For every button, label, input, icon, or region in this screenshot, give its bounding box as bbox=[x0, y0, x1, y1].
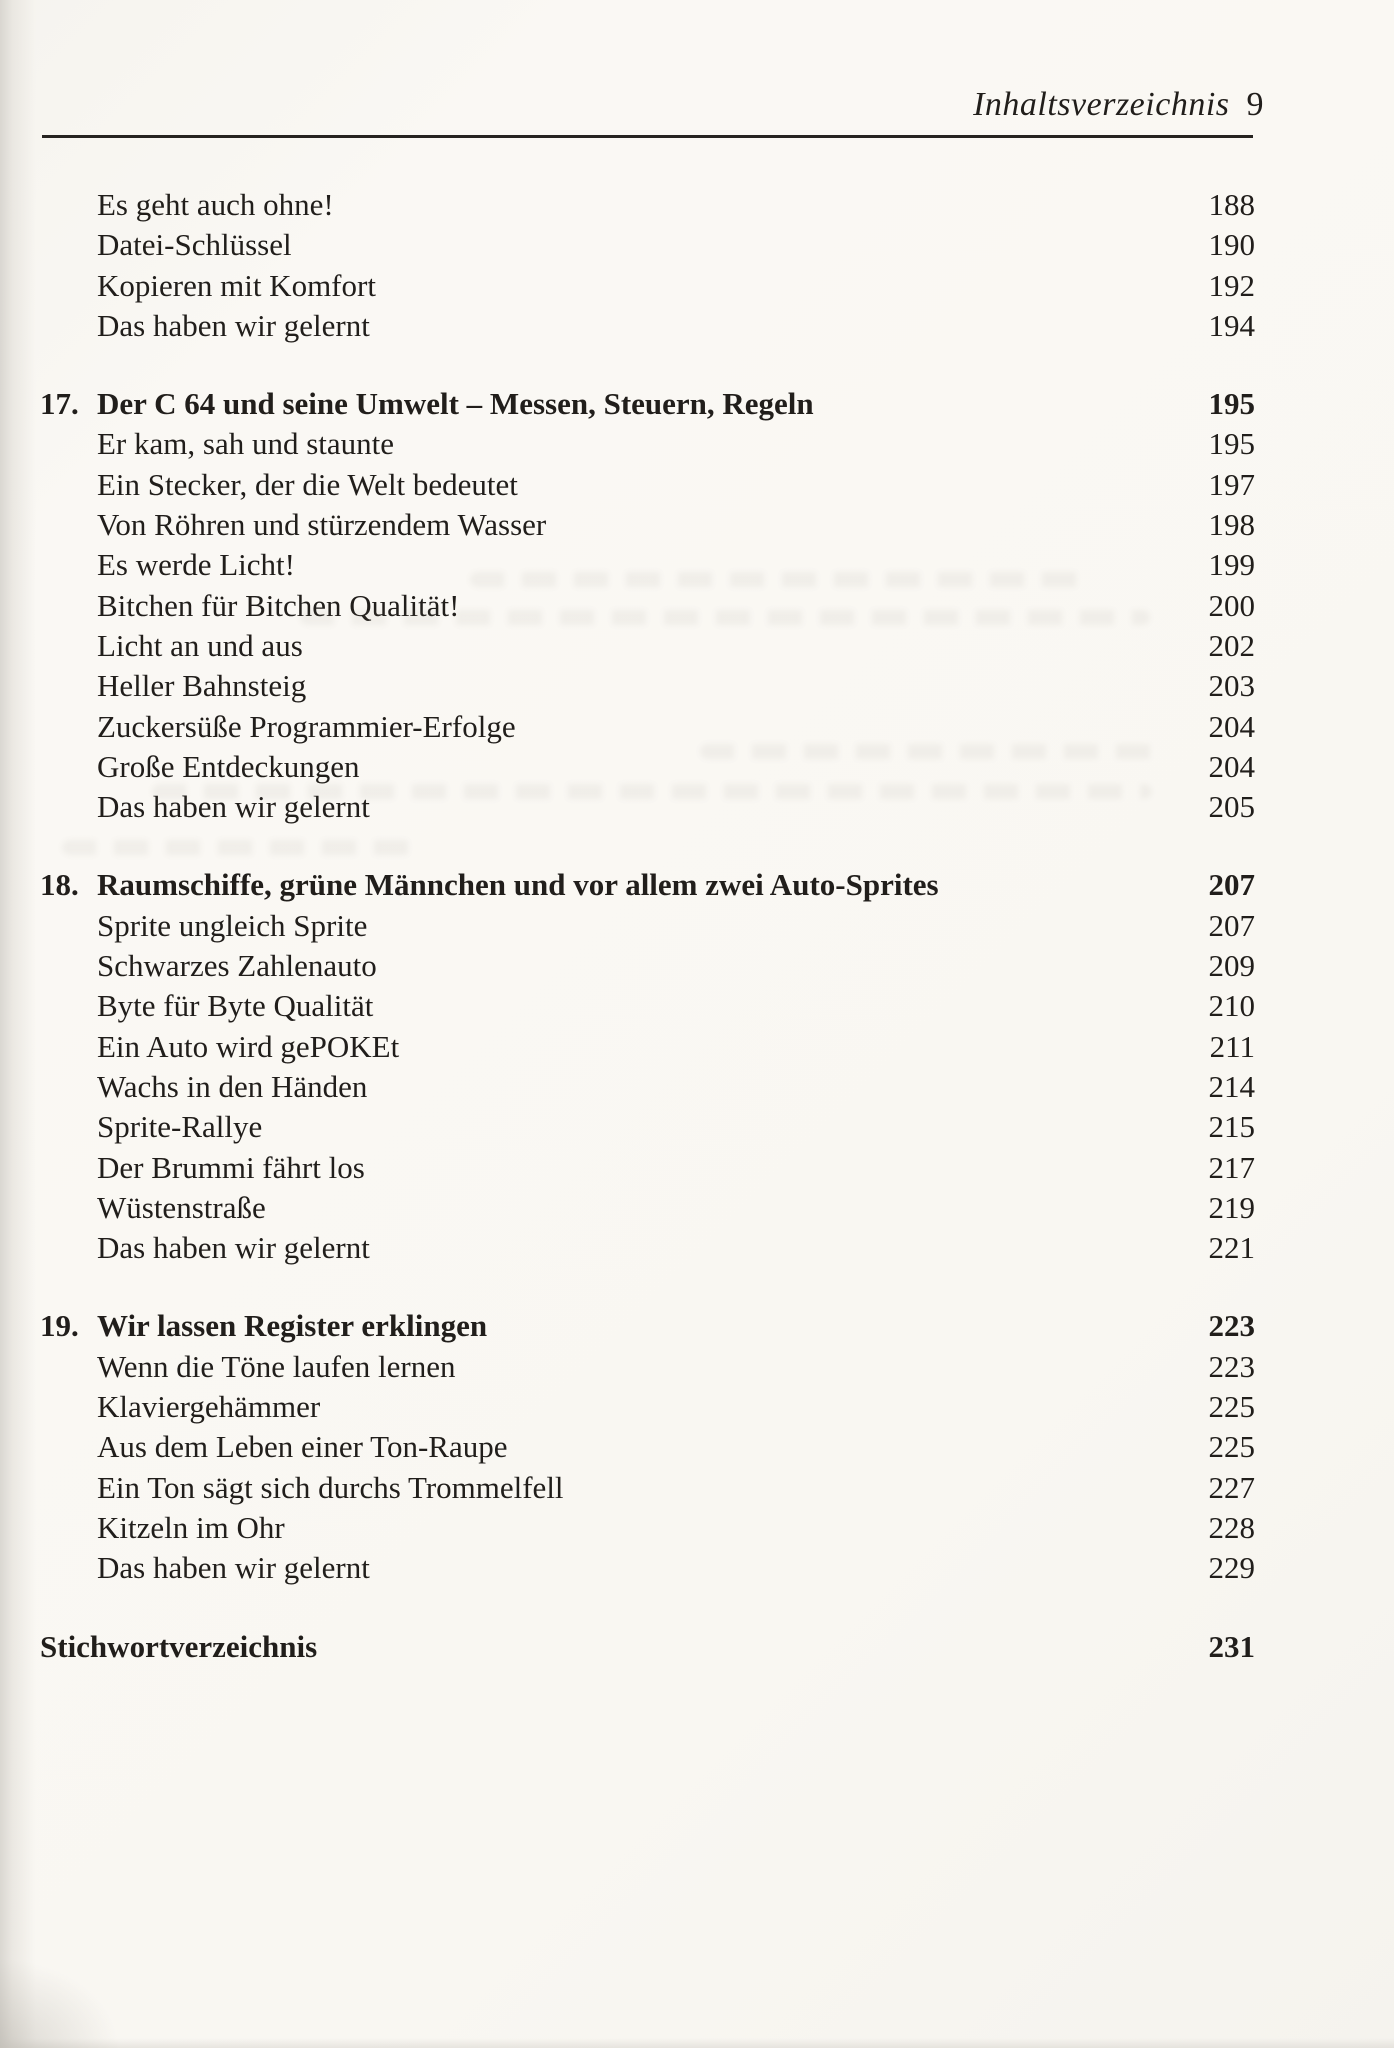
toc-row bbox=[40, 1027, 1255, 1067]
entry-page-number: 195 bbox=[1208, 386, 1255, 422]
entry-title: Das haben wir gelernt bbox=[97, 1550, 370, 1586]
entry-page-number: 202 bbox=[1208, 627, 1255, 663]
entry-title: Heller Bahnsteig bbox=[97, 668, 307, 704]
entry-title: Wachs in den Händen bbox=[97, 1068, 368, 1104]
entry-title: Es werde Licht! bbox=[97, 547, 295, 583]
entry-page-number: 203 bbox=[1208, 668, 1255, 704]
toc-row bbox=[40, 1468, 1255, 1508]
chapter-number bbox=[40, 1188, 97, 1228]
page-corner-shadow bbox=[0, 1958, 120, 2048]
entry-title: Kitzeln im Ohr bbox=[97, 1509, 285, 1545]
bleed-through-smudge bbox=[62, 840, 412, 855]
entry-page-number: 225 bbox=[1208, 1429, 1255, 1465]
toc-row bbox=[40, 266, 1255, 306]
entry-title: Datei-Schlüssel bbox=[97, 227, 292, 263]
entry-page-number: 188 bbox=[1208, 187, 1255, 222]
toc-section bbox=[40, 1627, 1255, 1667]
entry-title: Zuckersüße Programmier-Erfolge bbox=[97, 708, 516, 744]
entry-title: Bitchen für Bitchen Qualität! bbox=[97, 587, 460, 623]
chapter-number bbox=[40, 1107, 97, 1147]
entry-title: Schwarzes Zahlenauto bbox=[97, 948, 377, 984]
chapter-number bbox=[40, 505, 97, 545]
entry-page-number: 227 bbox=[1208, 1469, 1255, 1505]
entry-title: Wüstenstraße bbox=[97, 1189, 266, 1225]
toc-row bbox=[40, 185, 1255, 225]
toc-row bbox=[40, 1508, 1255, 1548]
chapter-number: 19. bbox=[40, 1308, 79, 1344]
page-edge-shadow-bottom bbox=[0, 2038, 1394, 2048]
entry-title: Das haben wir gelernt bbox=[97, 1230, 370, 1266]
entry-page-number: 211 bbox=[1209, 1028, 1255, 1064]
chapter-number bbox=[40, 545, 97, 585]
chapter-number: 17. bbox=[40, 386, 79, 422]
entry-title: Der Brummi fährt los bbox=[97, 1149, 365, 1185]
entry-page-number: 200 bbox=[1208, 587, 1255, 623]
toc-row bbox=[40, 946, 1255, 986]
bleed-through-smudge bbox=[300, 610, 1150, 625]
chapter-number bbox=[40, 986, 97, 1026]
entry-title: Sprite ungleich Sprite bbox=[97, 907, 368, 943]
entry-title: Ein Auto wird gePOKEt bbox=[97, 1028, 400, 1064]
entry-page-number: 194 bbox=[1208, 307, 1255, 343]
chapter-number bbox=[40, 946, 97, 986]
chapter-number bbox=[40, 266, 97, 306]
chapter-number bbox=[40, 586, 97, 626]
entry-page-number: 229 bbox=[1208, 1550, 1255, 1586]
entry-title: Von Röhren und stürzendem Wasser bbox=[97, 507, 547, 543]
entry-title: Sprite-Rallye bbox=[97, 1109, 263, 1145]
entry-title: Wir lassen Register erklingen bbox=[97, 1308, 488, 1344]
entry-page-number: 219 bbox=[1208, 1189, 1255, 1225]
entry-page-number: 231 bbox=[1208, 1628, 1255, 1664]
toc-row bbox=[40, 1427, 1255, 1467]
chapter-number bbox=[40, 906, 97, 946]
toc-section bbox=[40, 185, 1255, 346]
entry-title: Es geht auch ohne! bbox=[97, 187, 334, 222]
chapter-number bbox=[40, 1347, 97, 1387]
chapter-number bbox=[40, 1548, 97, 1588]
entry-page-number: 207 bbox=[1208, 907, 1255, 943]
toc-row bbox=[40, 1306, 1255, 1346]
toc-row bbox=[40, 865, 1255, 905]
chapter-number bbox=[40, 1387, 97, 1427]
bleed-through-smudge bbox=[470, 572, 1090, 587]
toc-row bbox=[40, 707, 1255, 747]
toc-section bbox=[40, 1306, 1255, 1588]
entry-title: Ein Stecker, der die Welt bedeutet bbox=[97, 466, 518, 502]
chapter-number bbox=[40, 666, 97, 706]
toc-row bbox=[40, 225, 1255, 265]
toc-row bbox=[40, 1548, 1255, 1588]
entry-title: Das haben wir gelernt bbox=[97, 307, 370, 343]
entry-page-number: 204 bbox=[1208, 708, 1255, 744]
chapter-number bbox=[40, 747, 97, 787]
toc-list bbox=[40, 185, 1255, 1667]
chapter-number bbox=[40, 787, 97, 827]
chapter-number bbox=[40, 306, 97, 346]
chapter-number bbox=[40, 465, 97, 505]
chapter-number bbox=[40, 1427, 97, 1467]
bleed-through-smudge bbox=[700, 744, 1165, 759]
bleed-through-smudge bbox=[152, 784, 1152, 799]
toc-row bbox=[40, 465, 1255, 505]
chapter-number bbox=[40, 185, 97, 225]
entry-title: Raumschiffe, grüne Männchen und vor allem zwei Auto-Sprites bbox=[97, 867, 939, 903]
entry-page-number: 205 bbox=[1208, 789, 1255, 825]
toc-row bbox=[40, 1387, 1255, 1427]
toc-row bbox=[40, 1188, 1255, 1228]
chapter-number bbox=[40, 707, 97, 747]
toc-row bbox=[40, 1107, 1255, 1147]
entry-page-number: 207 bbox=[1208, 867, 1255, 903]
chapter-number bbox=[40, 1468, 97, 1508]
entry-page-number: 209 bbox=[1208, 948, 1255, 984]
toc-row bbox=[40, 384, 1255, 424]
chapter-number bbox=[40, 1067, 97, 1107]
entry-page-number: 217 bbox=[1208, 1149, 1255, 1185]
page-edge-shadow-left bbox=[0, 0, 36, 2048]
entry-page-number: 214 bbox=[1208, 1068, 1255, 1104]
entry-title: Klaviergehämmer bbox=[97, 1389, 321, 1425]
toc-row bbox=[40, 424, 1255, 464]
chapter-number bbox=[40, 1027, 97, 1067]
page-header bbox=[42, 0, 1264, 126]
entry-page-number: 199 bbox=[1208, 547, 1255, 583]
entry-title: Aus dem Leben einer Ton-Raupe bbox=[97, 1429, 508, 1465]
toc-section bbox=[40, 384, 1255, 827]
entry-page-number: 223 bbox=[1208, 1308, 1255, 1344]
entry-title: Stichwortverzeichnis bbox=[40, 1628, 318, 1664]
toc-row bbox=[40, 1228, 1255, 1268]
toc-row bbox=[40, 986, 1255, 1026]
entry-title: Byte für Byte Qualität bbox=[97, 988, 374, 1024]
entry-title: Der C 64 und seine Umwelt – Messen, Steuern, Regeln bbox=[97, 386, 814, 422]
entry-page-number: 198 bbox=[1208, 507, 1255, 543]
toc-row bbox=[40, 626, 1255, 666]
toc-row bbox=[40, 666, 1255, 706]
toc-row bbox=[40, 1347, 1255, 1387]
toc-section bbox=[40, 865, 1255, 1268]
toc-row bbox=[40, 306, 1255, 346]
entry-title: Das haben wir gelernt bbox=[97, 789, 370, 825]
entry-title: Ein Ton sägt sich durchs Trommelfell bbox=[97, 1469, 564, 1505]
entry-page-number: 228 bbox=[1208, 1509, 1255, 1545]
entry-title: Licht an und aus bbox=[97, 627, 303, 663]
entry-title: Er kam, sah und staunte bbox=[97, 426, 395, 462]
entry-page-number: 225 bbox=[1208, 1389, 1255, 1425]
entry-page-number: 210 bbox=[1208, 988, 1255, 1024]
entry-title: Große Entdeckungen bbox=[97, 748, 360, 784]
header-rule bbox=[42, 135, 1253, 138]
chapter-number: 18. bbox=[40, 867, 79, 903]
toc-row bbox=[40, 1627, 1255, 1667]
entry-page-number: 190 bbox=[1208, 227, 1255, 263]
toc-row bbox=[40, 1067, 1255, 1107]
running-head-page-number: 9 bbox=[1246, 86, 1264, 123]
toc-row bbox=[40, 505, 1255, 545]
entry-page-number: 221 bbox=[1208, 1230, 1255, 1266]
entry-title: Kopieren mit Komfort bbox=[97, 267, 376, 303]
chapter-number bbox=[40, 1228, 97, 1268]
entry-title: Wenn die Töne laufen lernen bbox=[97, 1348, 456, 1384]
chapter-number bbox=[40, 225, 97, 265]
running-head-title: Inhaltsverzeichnis bbox=[973, 86, 1230, 123]
entry-page-number: 197 bbox=[1208, 466, 1255, 502]
chapter-number bbox=[40, 626, 97, 666]
entry-page-number: 195 bbox=[1208, 426, 1255, 462]
entry-page-number: 204 bbox=[1208, 748, 1255, 784]
toc-row bbox=[40, 1148, 1255, 1188]
entry-page-number: 215 bbox=[1208, 1109, 1255, 1145]
chapter-number bbox=[40, 1508, 97, 1548]
entry-page-number: 192 bbox=[1208, 267, 1255, 303]
chapter-number bbox=[40, 424, 97, 464]
toc-row bbox=[40, 906, 1255, 946]
entry-page-number: 223 bbox=[1208, 1348, 1255, 1384]
chapter-number bbox=[40, 1148, 97, 1188]
